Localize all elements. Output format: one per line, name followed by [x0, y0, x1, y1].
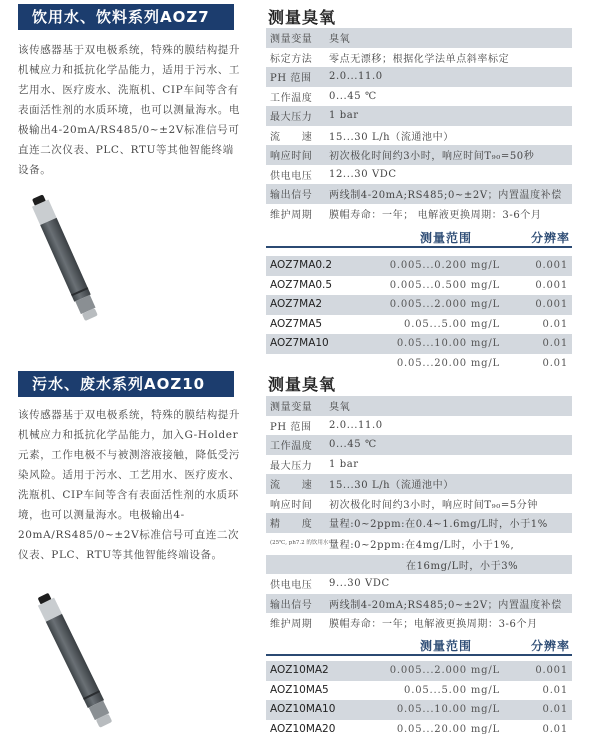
spec-row: 测量变量 臭氧: [266, 28, 572, 48]
aoz7-range-header: [266, 226, 572, 248]
spec-row: 工作温度 0...45 ℃: [270, 90, 377, 104]
table-row: AOZ7MA2 0.005...2.000 mg/L 0.001: [266, 295, 572, 315]
spec-row: 流 速 15...30 L/h（流通池中）: [270, 131, 454, 143]
aoz7-spec-table: [266, 28, 572, 223]
table-row: AOZ10MA20 0.05...20.00 mg/L 0.01: [270, 722, 568, 735]
spec-row: 测量变量 臭氧: [266, 396, 572, 416]
resolution-column-header: 分辨率: [530, 639, 570, 653]
spec-row: PH 范围 2.0...11.0: [266, 67, 572, 87]
spec-row: 输出信号 两线制4-20mA;RS485;0~±2V；内置温度补偿: [266, 184, 572, 204]
spec-row: 响应时间 初次极化时间约3小时，响应时间T₉₀=50秒: [266, 145, 572, 165]
range-column-header: 测量范围: [420, 231, 473, 245]
spec-row: 标定方法 零点无漂移；根据化学法单点斜率标定: [270, 53, 510, 65]
aoz10-range-header: [266, 634, 572, 656]
table-row: AOZ7MA0.2 0.005...0.200 mg/L 0.001: [266, 256, 572, 276]
aoz7-range-table: [266, 256, 572, 373]
spec-row: 输出信号 两线制4-20mA;RS485;0~±2V；内置温度补偿: [266, 594, 572, 614]
accuracy-condition-note: (25℃, ph7.2 的饮用水中): [270, 540, 336, 546]
table-row: 0.05...20.00 mg/L 0.01: [396, 357, 568, 369]
aoz7-description: 该传感器基于双电极系统，特殊的膜结构提升机械应力和抵抗化学品能力，适用于污水、工艺用水、医疗废水、洗瓶机、CIP车间等含有表面活性剂的水质环境，也可以测量海水。电极输出4-20mA/RS485/0~±2V标准信号可直连二次仪表、PLC、RTU等其他智能终端设备。: [18, 44, 240, 176]
spec-row: (25℃, ph7.2 的饮用水中) 量程:0~2ppm:在4mg/L时，小于1%,: [270, 540, 515, 551]
table-row: AOZ7MA0.5 0.005...0.500 mg/L 0.001: [270, 278, 568, 291]
spec-row: 响应时间 初次极化时间约3小时，响应时间T₉₀=5分钟: [270, 499, 538, 511]
spec-row: 在16mg/L时，小于3%: [266, 555, 572, 575]
spec-row: 最大压力 1 bar: [270, 458, 359, 472]
table-row: AOZ10MA2 0.005...2.000 mg/L 0.001: [266, 661, 572, 681]
table-row: AOZ7MA10 0.05...10.00 mg/L 0.01: [266, 334, 572, 354]
spec-row: 供电电压 9...30 VDC: [270, 578, 390, 592]
aoz7-spec-title: 测量臭氧: [268, 8, 337, 27]
spec-row: 流 速 15...30 L/h（流通池中）: [266, 474, 572, 494]
table-row: AOZ10MA5 0.05...5.00 mg/L 0.01: [270, 683, 568, 696]
aoz7-series-banner: 饮用水、饮料系列AOZ7: [18, 4, 234, 30]
aoz7-sensor-image: [28, 188, 108, 338]
aoz10-spec-title: 测量臭氧: [268, 375, 337, 394]
aoz10-series-banner: 污水、废水系列AOZ10: [18, 371, 234, 397]
aoz10-spec-table: [266, 396, 572, 633]
table-row: AOZ7MA5 0.05...5.00 mg/L 0.01: [270, 317, 568, 330]
spec-row: 供电电压 12...30 VDC: [270, 168, 397, 182]
aoz10-description: 该传感器基于双电极系统，特殊的膜结构提升机械应力和抵抗化学品能力，加入G-Holder元素，工作电极不与被测溶液接触，降低受污染风险。适用于污水、工艺用水、医疗废水、洗瓶机、CIP车间等含有表面活性剂的水质环境，也可以测量海水。电极输出4-20mA/RS485/0~±2V标准信号可直连二次仪表、PLC、RTU等其他智能终端设备。: [18, 409, 240, 561]
spec-row: PH 范围 2.0...11.0: [270, 419, 383, 433]
aoz10-sensor-image: [28, 585, 128, 745]
spec-row: 工作温度 0...45 ℃: [266, 435, 572, 455]
spec-row: 维护周期 膜帽寿命：一年； 电解液更换周期：3-6个月: [270, 209, 542, 221]
spec-row: 维护周期 膜帽寿命：一年；电解液更换周期：3-6个月: [270, 619, 538, 631]
table-row: AOZ10MA10 0.05...10.00 mg/L 0.01: [266, 700, 572, 720]
aoz10-range-table: [266, 661, 572, 739]
resolution-column-header: 分辨率: [530, 231, 570, 245]
spec-row: 精 度 量程:0~2ppm:在0.4~1.6mg/L时，小于1%: [266, 513, 572, 533]
spec-row: 最大压力 1 bar: [266, 106, 572, 126]
range-column-header: 测量范围: [420, 639, 473, 653]
